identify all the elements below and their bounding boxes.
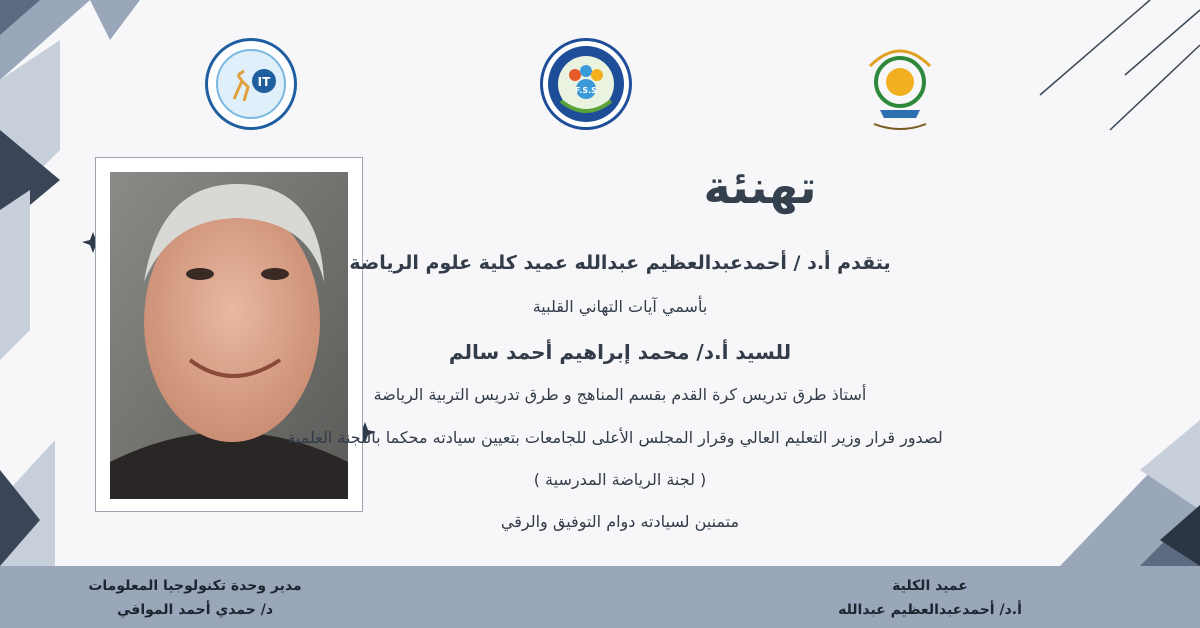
it-logo-mark: IT bbox=[257, 75, 271, 89]
honoree-name: للسيد أ.د/ محمد إبراهيم أحمد سالم bbox=[448, 340, 792, 364]
decision-line: لصدور قرار وزير التعليم العالي وقرار المجلس الأعلى للجامعات بتعيين سيادته محكما باللجنة العلمية bbox=[287, 428, 943, 447]
committee-line: ( لجنة الرياضة المدرسية ) bbox=[533, 470, 707, 489]
it-manager-title: مدير وحدة تكنولوجيا المعلومات bbox=[88, 578, 302, 594]
fss-logo-mark: F.S.S bbox=[575, 86, 597, 95]
congrats-line: بأسمي آيات التهاني القلبية bbox=[532, 297, 708, 316]
university-logo-icon bbox=[860, 36, 940, 136]
wishes-line: متمنين لسيادته دوام التوفيق والرقي bbox=[500, 512, 740, 531]
it-manager-signature bbox=[60, 574, 330, 622]
card-title: تهنئة bbox=[703, 160, 817, 214]
greeting-line: يتقدم أ.د / أحمدعبدالعظيم عبدالله عميد كلية علوم الرياضة bbox=[349, 252, 891, 274]
mansoura-university-logo bbox=[860, 36, 940, 136]
dean-title: عميد الكلية bbox=[892, 578, 968, 594]
it-manager-name: د/ حمدي أحمد الموافي bbox=[116, 602, 274, 618]
portrait-photo bbox=[110, 172, 348, 499]
it-unit-logo bbox=[205, 38, 297, 130]
honoree-position: أستاذ طرق تدريس كرة القدم بقسم المناهج و طرق تدريس التربية الرياضة bbox=[373, 385, 867, 404]
it-unit-logo-icon bbox=[208, 41, 294, 127]
dean-signature bbox=[830, 574, 1030, 622]
faculty-sports-science-logo bbox=[540, 38, 632, 130]
faculty-logo-icon bbox=[543, 41, 629, 127]
dean-name: أ.د/ أحمدعبدالعظيم عبدالله bbox=[838, 602, 1022, 618]
